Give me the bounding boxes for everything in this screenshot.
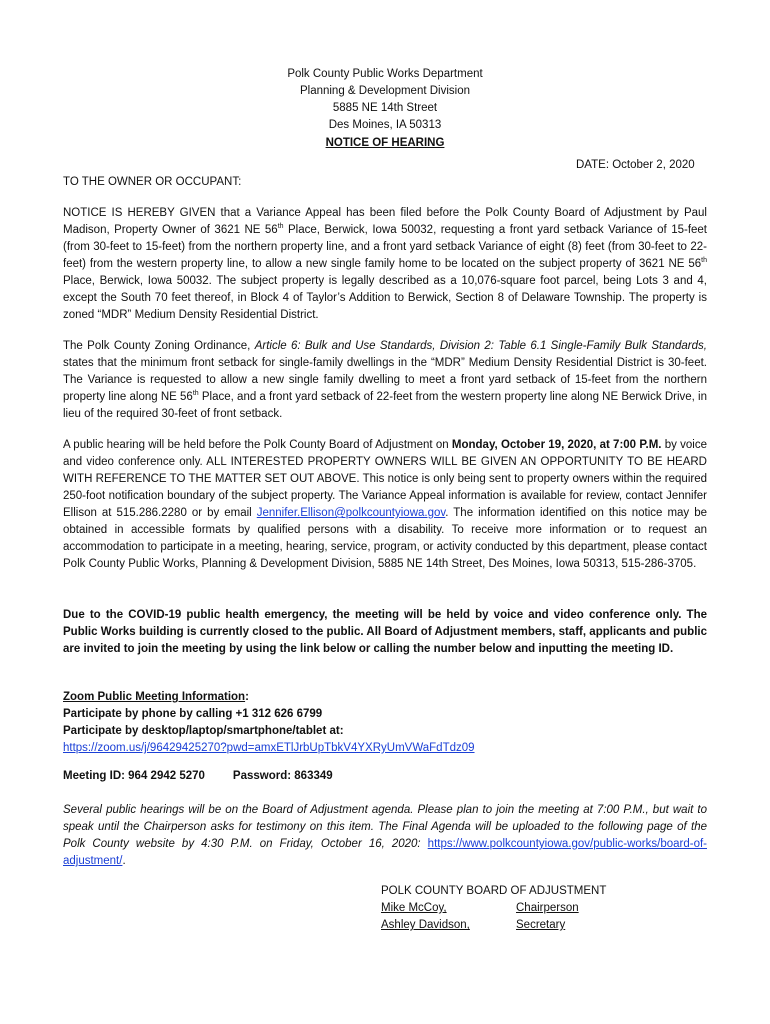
zoom-link[interactable]: https://zoom.us/j/96429425270?pwd=amxETlJrbUpTbkV4YXRyUmVWaFdTdz09 (63, 742, 475, 754)
zoom-title-colon: : (245, 691, 249, 703)
meeting-id: Meeting ID: 964 2942 5270 (63, 770, 205, 782)
notice-title: NOTICE OF HEARING (325, 137, 445, 149)
paragraph-agenda-info (63, 802, 707, 870)
p5-text-b: . (122, 855, 126, 867)
division-name: Planning & Development Division (299, 85, 471, 97)
p3-text-c: . The information identified on this notice may be obtained in accessible formats by qualified persons with a disability. To receive more information or to request an accommodation to participate in a meeting, hearing, service, program, or activity conducted by this department, please contact Polk County Public Works, Planning & Development Division, 5885 NE 14th Street, Des Moines, Iowa 50313, 515-286-3705. (63, 507, 707, 570)
email-link[interactable]: Jennifer.Ellison@polkcountyiowa.gov (256, 507, 446, 519)
p2-text-b: states that the minimum front setback for single-family dwellings in the “MDR” Medium Density Residential District is 30-feet. The Variance is requested to allow a new single family dwelling to meet a front yard setback of 15-feet from the northern property line along NE 56 (63, 357, 707, 403)
p2-text-a: The Polk County Zoning Ordinance, (63, 340, 255, 352)
zoom-phone: Participate by phone by calling +1 312 626 6799 (63, 708, 323, 720)
signatory-role: Secretary (516, 919, 566, 931)
paragraph-zoning-ordinance (63, 338, 707, 423)
signatory-role: Chairperson (516, 902, 579, 914)
zoom-info-block (63, 689, 707, 757)
p1-text-a: NOTICE IS HEREBY GIVEN that a Variance Appeal has been filed before the Polk County Board of Adjustment by Paul Madison, Property Owner of 3621 NE 56 (63, 207, 707, 236)
paragraph-public-hearing (63, 437, 707, 573)
p2-sup: th (192, 390, 199, 398)
p3-text-a: A public hearing will be held before the Polk County Board of Adjustment on (63, 439, 452, 451)
zoom-info-title: Zoom Public Meeting Information (63, 691, 246, 703)
meeting-credentials (63, 770, 333, 782)
signature-org: POLK COUNTY BOARD OF ADJUSTMENT (381, 885, 607, 897)
notice-date: DATE: October 2, 2020 (576, 159, 695, 171)
signature-row (381, 900, 606, 917)
paragraph-covid-notice: Due to the COVID-19 public health emergency, the meeting will be held by voice and video conference only. The Public Works building is currently closed to the public. All Board of Adjustment members, staff, applicants and public are invited to join the meeting by using the link below or calling the number below and inputting the meeting ID. (63, 609, 707, 655)
signatory-name: Mike McCoy, (381, 902, 447, 914)
p1-sup-2: th (701, 257, 707, 265)
salutation: TO THE OWNER OR OCCUPANT: (63, 176, 242, 188)
signatory-name: Ashley Davidson, (381, 919, 470, 931)
p2-text-c: Place, and a front yard setback of 22-feet from the western property line along NE Berwick Drive, in lieu of the required 30-feet of front setback. (63, 391, 708, 420)
p3-hearing-datetime: Monday, October 19, 2020, at 7:00 P.M. (451, 439, 662, 451)
signature-row (381, 917, 606, 934)
meeting-password: Password: 863349 (232, 770, 333, 782)
department-name: Polk County Public Works Department (287, 68, 483, 80)
p2-ordinance-reference: Article 6: Bulk and Use Standards, Division 2: Table 6.1 Single-Family Bulk Standards, (254, 340, 707, 352)
paragraph-variance-appeal (63, 205, 707, 324)
p1-text-b: Place, Berwick, Iowa 50032, requesting a front yard setback Variance of 15-feet (from 30-feet to 15-feet) from the northern property line, and a front yard setback Variance of eight (8) feet (from 30-feet to 22-feet) from the western property line, to allow a new single family home to be located on the subject property of 3621 NE 56 (63, 224, 707, 270)
board-of-adjustment-link[interactable]: https://www.polkcountyiowa.gov/public-works/board-of-adjustment/ (63, 838, 707, 867)
p1-text-c: Place, Berwick, Iowa 50032. The subject property is legally described as a 10,076-square foot parcel, being Lots 3 and 4, except the South 70 feet thereof, in Block 4 of Taylor’s Addition to Berwick, Section 8 of Delaware Township. The property is zoned “MDR” Medium Density Residential District. (63, 275, 707, 321)
city-address: Des Moines, IA 50313 (328, 119, 442, 131)
street-address: 5885 NE 14th Street (332, 102, 438, 114)
zoom-desktop: Participate by desktop/laptop/smartphone/tablet at: (63, 725, 344, 737)
p3-text-b: by voice and video conference only. ALL INTERESTED PROPERTY OWNERS WILL BE GIVEN AN OPPORTUNITY TO BE HEARD WITH REFERENCE TO THE MATTER SET OUT ABOVE. This notice is only being sent to property owners within the required 250-foot notification boundary of the subject property. The Variance Appeal information is available for review, contact Jennifer Ellison at 515.286.2280 or by email (63, 439, 708, 519)
letterhead (0, 66, 770, 152)
p5-text-a: Several public hearings will be on the Board of Adjustment agenda. Please plan to join the meeting at 7:00 P.M., but wait to speak until the Chairperson asks for testimony on this item. The Final Agenda will be uploaded to the following page of the Polk County website by 4:30 P.M. on Friday, October 16, 2020: (63, 804, 707, 850)
p1-sup-1: th (277, 223, 284, 231)
signature-block (381, 883, 606, 934)
